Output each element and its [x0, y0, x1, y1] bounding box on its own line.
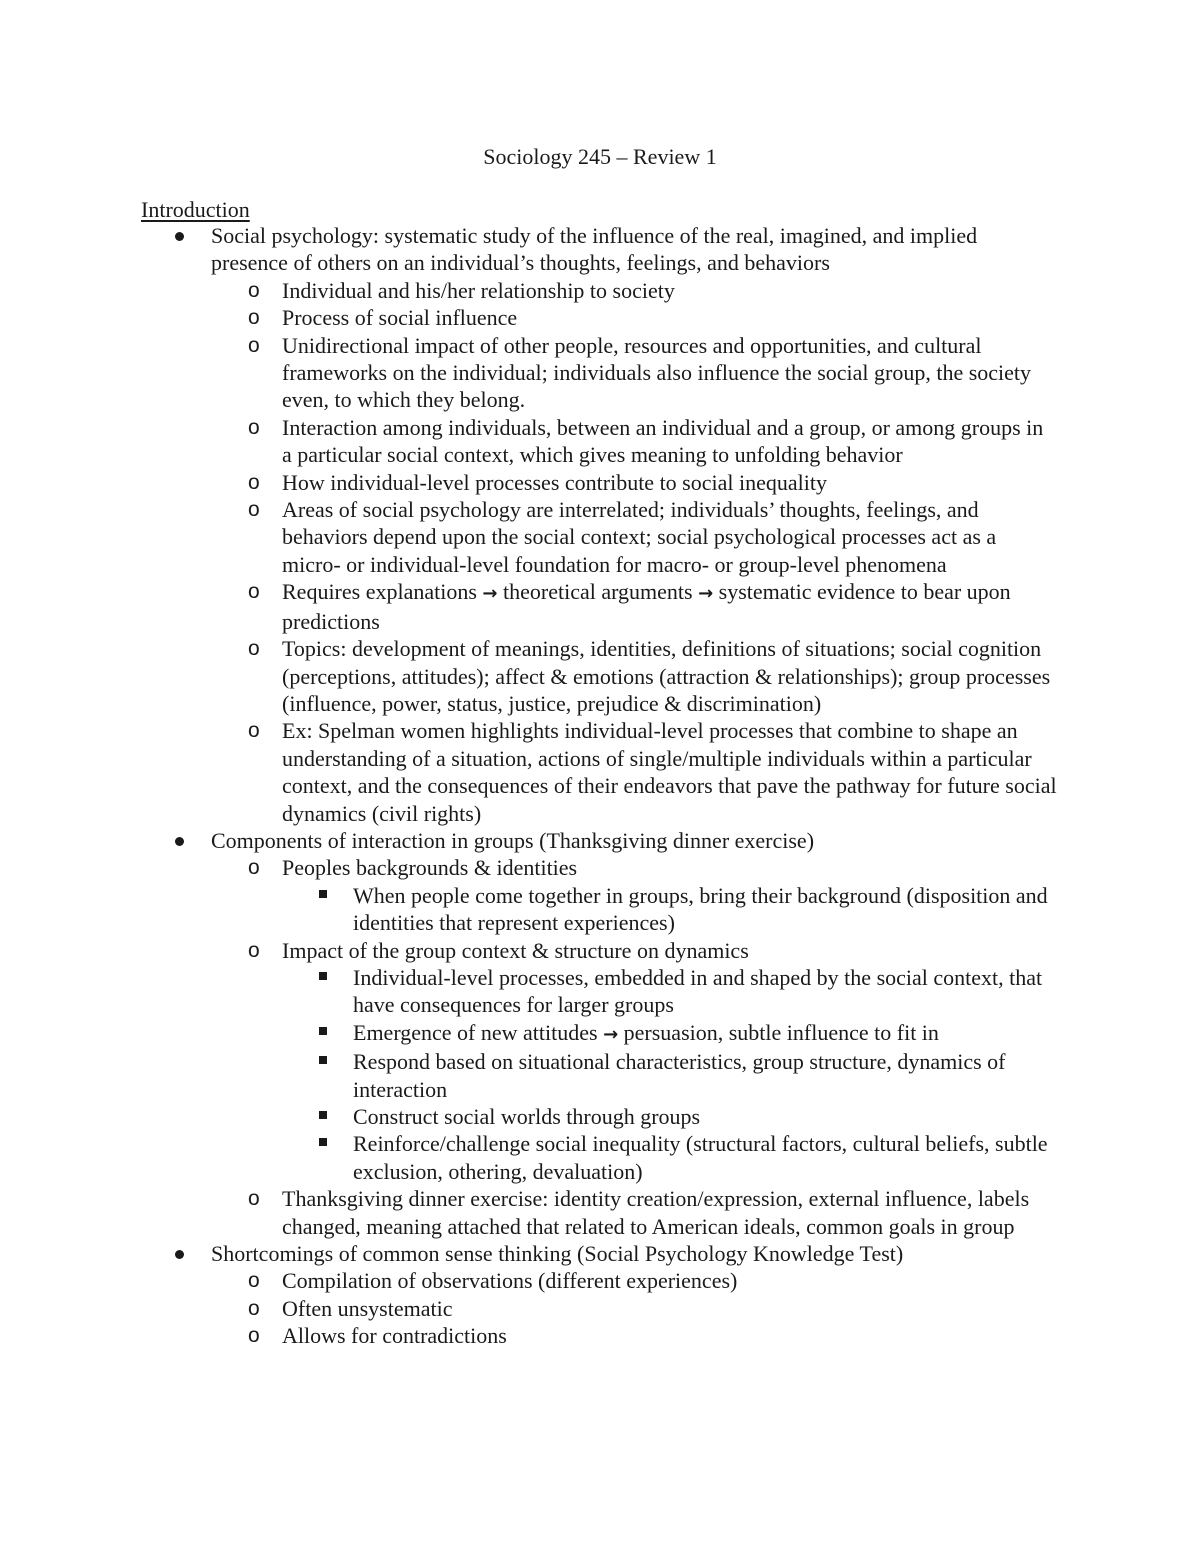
circle-outline-bullet-icon: o — [248, 719, 260, 743]
outline-item-level-2 — [0, 332, 1200, 414]
outline-item-text: Social psychology: systematic study of the influence of the real, imagined, and implied presence of others on an individual’s thoughts, feelings, and behaviors — [211, 223, 978, 276]
circle-outline-bullet-icon: o — [248, 498, 260, 522]
circle-outline-bullet-icon: o — [248, 580, 260, 604]
outline-item-text: How individual-level processes contribute to social inequality — [282, 469, 827, 495]
outline-item-text: Allows for contradictions — [282, 1323, 507, 1349]
outline-item-level-2 — [0, 578, 1200, 635]
circle-outline-bullet-icon: o — [248, 1187, 260, 1211]
filled-square-bullet-icon — [319, 1138, 327, 1146]
document-title: Sociology 245 – Review 1 — [483, 144, 717, 169]
right-arrow-icon: → — [603, 1023, 619, 1045]
right-arrow-icon: → — [698, 583, 714, 605]
outline-item-level-2 — [0, 469, 1200, 496]
outline-item-level-3 — [0, 882, 1200, 937]
circle-outline-bullet-icon: o — [248, 1269, 260, 1293]
outline-item-text: Individual-level processes, embedded in and shaped by the social context, that have consequences for larger groups — [353, 964, 1043, 1018]
outline-item-level-3 — [0, 1130, 1200, 1185]
outline-item-text: Compilation of observations (different experiences) — [282, 1268, 738, 1294]
filled-circle-bullet-icon — [175, 232, 184, 241]
outline-item-level-3 — [0, 1103, 1200, 1130]
outline-item-level-2 — [0, 1267, 1200, 1294]
outline-item-text: Thanksgiving dinner exercise: identity creation/expression, external influence, labels changed, meaning attached that related to American ideals, common goals in group — [282, 1186, 1030, 1239]
outline-item-level-2 — [0, 717, 1200, 827]
filled-square-bullet-icon — [319, 1027, 327, 1035]
outline-item-level-3 — [0, 1019, 1200, 1048]
outline-item-level-2 — [0, 937, 1200, 964]
outline-item-text: Often unsystematic — [282, 1295, 453, 1321]
filled-circle-bullet-icon — [175, 1250, 184, 1259]
outline-item-level-3 — [0, 1048, 1200, 1103]
circle-outline-bullet-icon: o — [248, 415, 260, 439]
outline-item-text: Shortcomings of common sense thinking (Social Psychology Knowledge Test) — [211, 1241, 904, 1267]
circle-outline-bullet-icon: o — [248, 856, 260, 880]
outline-item-text: When people come together in groups, bring their background (disposition and identities that represent experiences) — [353, 882, 1048, 936]
filled-square-bullet-icon — [319, 890, 327, 898]
outline-text-fragment: Emergence of new attitudes — [353, 1019, 604, 1045]
outline-item-level-2 — [0, 414, 1200, 469]
outline-item-text: Unidirectional impact of other people, resources and opportunities, and cultural frameworks on the individual; individuals also influence the social group, the society even, to which they belong. — [282, 332, 1032, 413]
outline-item-level-2 — [0, 304, 1200, 331]
filled-square-bullet-icon — [319, 1056, 327, 1064]
outline-text-fragment: theoretical arguments — [497, 579, 699, 605]
circle-outline-bullet-icon: o — [248, 1296, 260, 1320]
outline-item-text: Topics: development of meanings, identities, definitions of situations; social cognition (perceptions, attitudes); affect & emotions (attraction & relationships); group processes (influence, power, status, justice, prejudice & discrimination) — [282, 636, 1051, 716]
outline-item-text: Construct social worlds through groups — [353, 1104, 701, 1129]
circle-outline-bullet-icon: o — [248, 637, 260, 661]
circle-outline-bullet-icon: o — [248, 938, 260, 962]
outline-item-text: Individual and his/her relationship to society — [282, 277, 675, 303]
circle-outline-bullet-icon: o — [248, 1324, 260, 1348]
right-arrow-icon: → — [482, 583, 498, 605]
outline-text-fragment: Requires explanations — [282, 579, 483, 605]
outline-item-text: Process of social influence — [282, 305, 518, 331]
outline-item-level-2 — [0, 1185, 1200, 1240]
outline-item-level-2 — [0, 496, 1200, 578]
outline-item-text: Components of interaction in groups (Thanksgiving dinner exercise) — [211, 827, 815, 853]
outline-item-text: Reinforce/challenge social inequality (structural factors, cultural beliefs, subtle exclusion, othering, devaluation) — [353, 1131, 1048, 1184]
outline-text-fragment: systematic evidence to bear upon predictions — [282, 579, 1011, 634]
outline-item-level-2 — [0, 854, 1200, 881]
filled-circle-bullet-icon — [175, 837, 184, 846]
outline-item-text — [282, 578, 1057, 635]
outline-item-level-3 — [0, 964, 1200, 1019]
outline-list — [0, 222, 1200, 1350]
section-heading: Introduction — [141, 197, 250, 222]
outline-text-fragment: persuasion, subtle influence to fit in — [618, 1019, 939, 1045]
outline-item-text: Impact of the group context & structure on dynamics — [282, 937, 749, 963]
outline-item-text: Ex: Spelman women highlights individual-level processes that combine to shape an understanding of a situation, actions of single/multiple individuals within a particular context, and the consequences of their endeavors that pave the pathway for future social dynamics (civil rights) — [282, 718, 1057, 826]
filled-square-bullet-icon — [319, 1111, 327, 1119]
outline-item-level-2 — [0, 635, 1200, 717]
outline-item-level-2 — [0, 277, 1200, 304]
outline-item-level-1 — [0, 1240, 1200, 1267]
outline-item-level-1 — [0, 827, 1200, 854]
outline-item-text: Respond based on situational characteristics, group structure, dynamics of interaction — [353, 1049, 1006, 1102]
outline-item-level-2 — [0, 1295, 1200, 1322]
outline-item-text: Interaction among individuals, between an individual and a group, or among groups in a particular social context, which gives meaning to unfolding behavior — [282, 414, 1044, 468]
circle-outline-bullet-icon: o — [248, 470, 260, 494]
circle-outline-bullet-icon: o — [248, 278, 260, 302]
filled-square-bullet-icon — [319, 972, 327, 980]
outline-item-level-1 — [0, 222, 1200, 277]
outline-item-level-2 — [0, 1322, 1200, 1349]
outline-item-text: Peoples backgrounds & identities — [282, 855, 578, 881]
circle-outline-bullet-icon: o — [248, 306, 260, 330]
outline-item-text — [353, 1019, 1063, 1048]
circle-outline-bullet-icon: o — [248, 333, 260, 357]
outline-item-text: Areas of social psychology are interrelated; individuals’ thoughts, feelings, and behaviors depend upon the social context; social psychological processes act as a micro- or individual-level foundation for macro- or group-level phenomena — [282, 497, 997, 577]
